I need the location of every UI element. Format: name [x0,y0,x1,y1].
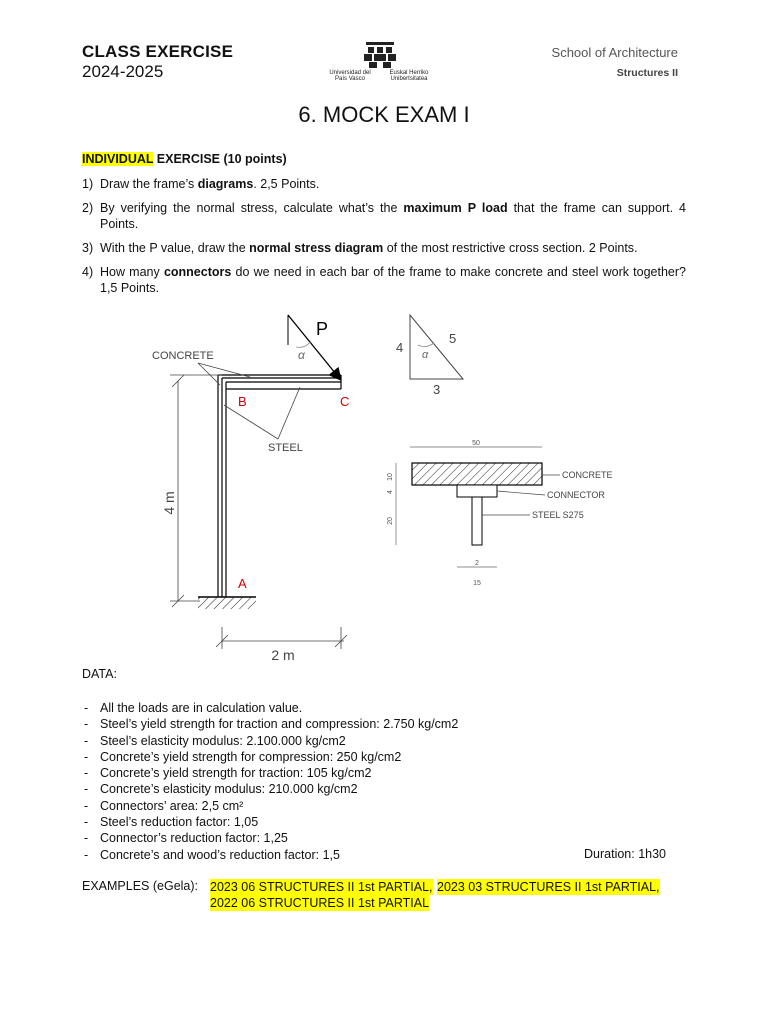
width-label: 2 m [271,647,295,663]
page-title: 6. MOCK EXAM I [298,102,470,127]
question-text: of the most restrictive cross section. 2 Points. [383,241,638,255]
steel-label: STEEL [268,442,303,454]
data-item: - Connectors’ area: 2,5 cm² [82,798,458,814]
question-3 [82,240,686,256]
logo-text-left: Universidad del País Vasco [329,70,371,82]
width-dimension [216,627,347,649]
question-text: Draw the frame’s [100,177,198,191]
angle-label: α [298,348,305,362]
data-list [82,700,458,863]
triangle-side-4: 4 [396,340,404,355]
course-name: Structures II [616,67,678,79]
question-number: 2) [82,201,94,215]
example-link-2022-06[interactable]: 2022 06 STRUCTURES II 1st PARTIAL [210,896,430,910]
section-width: 50 [472,440,480,447]
duration: Duration: 1h30 [584,847,667,861]
cross-section [396,447,560,567]
question-1 [82,176,686,192]
question-keyword: connectors [163,265,232,279]
section-flange-width: 15 [473,580,481,587]
triangle-side-3: 3 [433,382,441,397]
concrete-label: CONCRETE [152,350,214,362]
frame-figure [0,305,768,665]
section-web-height: 20 [387,517,394,525]
data-item: - Connector’s reduction factor: 1,25 [82,830,458,846]
question-number: 4) [82,265,94,279]
header-title: CLASS EXERCISE [82,42,234,61]
logo-text-right: Euskal Herriko Unibertsitatea [389,70,429,82]
data-item: - All the loads are in calculation value. [82,700,458,716]
data-item: - Steel’s elasticity modulus: 2.100.000 kg/cm2 [82,733,458,749]
question-text: How many [100,265,164,279]
question-2 [82,200,686,232]
fixed-support [198,597,256,609]
question-text: . 2,5 Points. [253,177,320,191]
data-item: - Concrete’s and wood’s reduction factor: 1,5 [82,847,458,863]
data-item: - Steel’s yield strength for traction and compression: 2.750 kg/cm2 [82,716,458,732]
question-4 [82,264,686,296]
question-text: With the P value, draw the [100,241,250,255]
section-slab-thickness: 10 [387,473,394,481]
question-text: By verifying the normal stress, calculate what’s the [100,201,404,215]
university-logo-mark [324,40,436,70]
section-connector-height: 4 [387,490,394,494]
section-web-width: 2 [475,560,479,567]
section-steel-label: STEEL S275 [532,510,584,520]
node-a-label: A [238,576,247,591]
section-concrete-label: CONCRETE [562,470,613,480]
data-item: - Steel’s reduction factor: 1,05 [82,814,458,830]
header-year: 2024-2025 [82,62,164,81]
exercise-heading [82,152,287,166]
question-text: that the frame can support. 4 Points. [100,201,687,231]
example-link-2023-06[interactable]: 2023 06 STRUCTURES II 1st PARTIAL, [210,880,433,894]
question-keyword: normal stress diagram [249,241,384,255]
triangle-side-5: 5 [449,331,457,346]
exercise-points: EXERCISE (10 points) [156,152,287,166]
school-name: School of Architecture [551,45,678,60]
node-b-label: B [238,394,247,409]
examples-label: EXAMPLES (eGela): [82,879,199,893]
data-heading: DATA: [82,667,117,681]
question-number: 3) [82,241,94,255]
exercise-highlight: INDIVIDUAL [82,152,154,166]
load-label: P [316,319,329,339]
height-label: 4 m [161,491,177,515]
question-keyword: maximum P load [403,201,508,215]
data-item: - Concrete’s yield strength for traction: 105 kg/cm2 [82,765,458,781]
node-c-label: C [340,394,350,409]
university-logo [324,40,436,86]
slope-triangle [410,315,463,379]
frame-structure [218,375,341,597]
data-item: - Concrete’s elasticity modulus: 210.000 kg/cm2 [82,781,458,797]
load-arrow [288,315,340,379]
example-link-2023-03[interactable]: 2023 03 STRUCTURES II 1st PARTIAL, [437,880,660,894]
question-keyword: diagrams [197,177,254,191]
section-connector-label: CONNECTOR [547,490,605,500]
question-number: 1) [82,177,94,191]
data-item: - Concrete’s yield strength for compression: 250 kg/cm2 [82,749,458,765]
height-dimension [170,375,222,607]
question-text: do we need in each bar of the frame to make concrete and steel work together? 1,5 Points. [100,265,686,295]
triangle-angle: α [422,349,429,361]
